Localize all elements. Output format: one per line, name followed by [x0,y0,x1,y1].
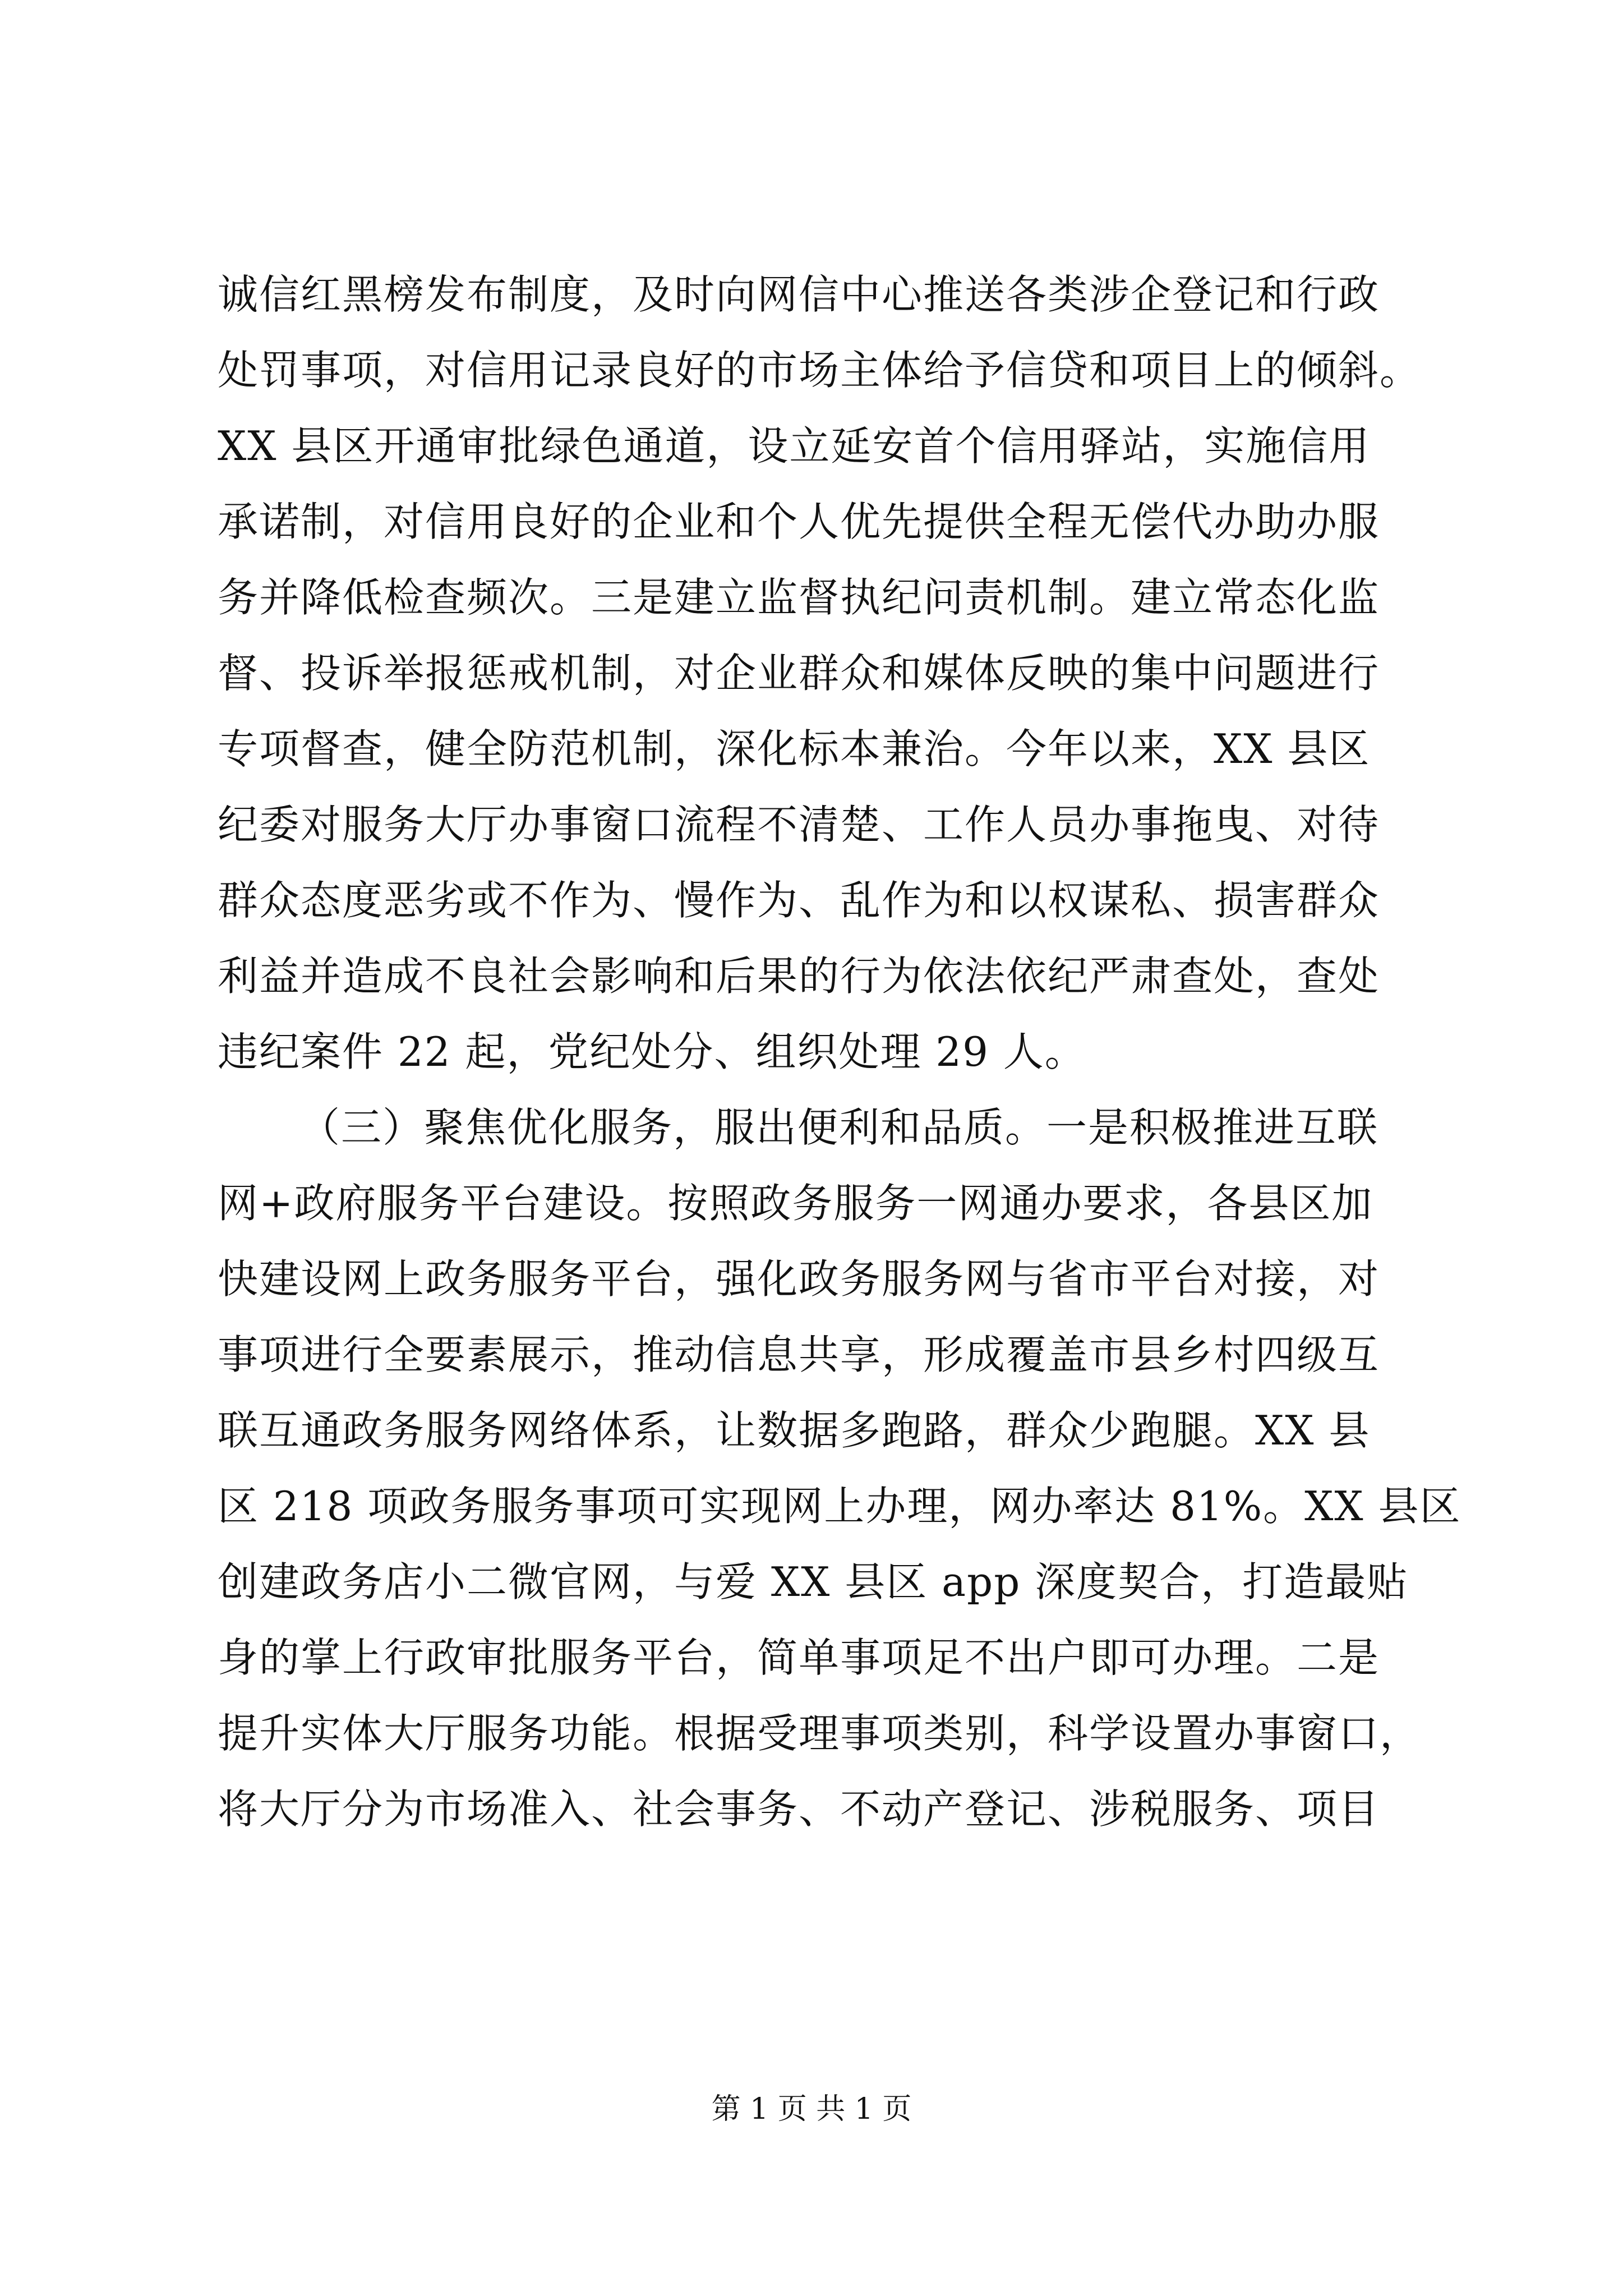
text-line: XX 县区开通审批绿色通道，设立延安首个信用驿站，实施信用 [218,422,1371,470]
text-line: 承诺制，对信用良好的企业和个人优先提供全程无偿代办助办服 [218,498,1380,545]
text-line: 纪委对服务大厅办事窗口流程不清楚、工作人员办事拖曳、对待 [218,801,1380,848]
page-footer: 第 1 页 共 1 页 [711,2092,912,2126]
paragraph-start-line: （三）聚焦优化服务，服出便利和品质。一是积极推进互联 [299,1104,1379,1151]
text-line: 专项督查，健全防范机制，深化标本兼治。今年以来，XX 县区 [218,725,1371,772]
text-line: 务并降低检查频次。三是建立监督执纪问责机制。建立常态化监 [218,574,1380,621]
text-line: 督、投诉举报惩戒机制，对企业群众和媒体反映的集中问题进行 [218,650,1380,697]
text-line: 将大厅分为市场准入、社会事务、不动产登记、涉税服务、项目 [218,1786,1380,1833]
text-line: 区 218 项政务服务事项可实现网上办理，网办率达 81%。XX 县区 [218,1483,1461,1530]
text-line: 群众态度恶劣或不作为、慢作为、乱作为和以权谋私、损害群众 [218,877,1380,924]
text-line: 提升实体大厅服务功能。根据受理事项类别，科学设置办事窗口， [218,1710,1422,1757]
text-line: 处罚事项，对信用记录良好的市场主体给予信贷和项目上的倾斜。 [218,347,1422,394]
text-line: 联互通政务服务网络体系，让数据多跑路，群众少跑腿。XX 县 [218,1407,1371,1454]
text-line: 违纪案件 22 起，党纪处分、组织处理 29 人。 [218,1028,1086,1075]
text-line: 快建设网上政务服务平台，强化政务服务网与省市平台对接，对 [218,1255,1380,1303]
text-line: 创建政务店小二微官网，与爱 XX 县区 app 深度契合，打造最贴 [218,1558,1409,1605]
text-line: 事项进行全要素展示，推动信息共享，形成覆盖市县乡村四级互 [218,1331,1380,1378]
text-line: 身的掌上行政审批服务平台，简单事项足不出户即可办理。二是 [218,1634,1380,1681]
text-line: 网+政府服务平台建设。按照政务服务一网通办要求，各县区加 [218,1180,1373,1227]
text-line: 诚信红黑榜发布制度，及时向网信中心推送各类涉企登记和行政 [218,271,1380,318]
text-line: 利益并造成不良社会影响和后果的行为依法依纪严肃查处，查处 [218,953,1380,1000]
